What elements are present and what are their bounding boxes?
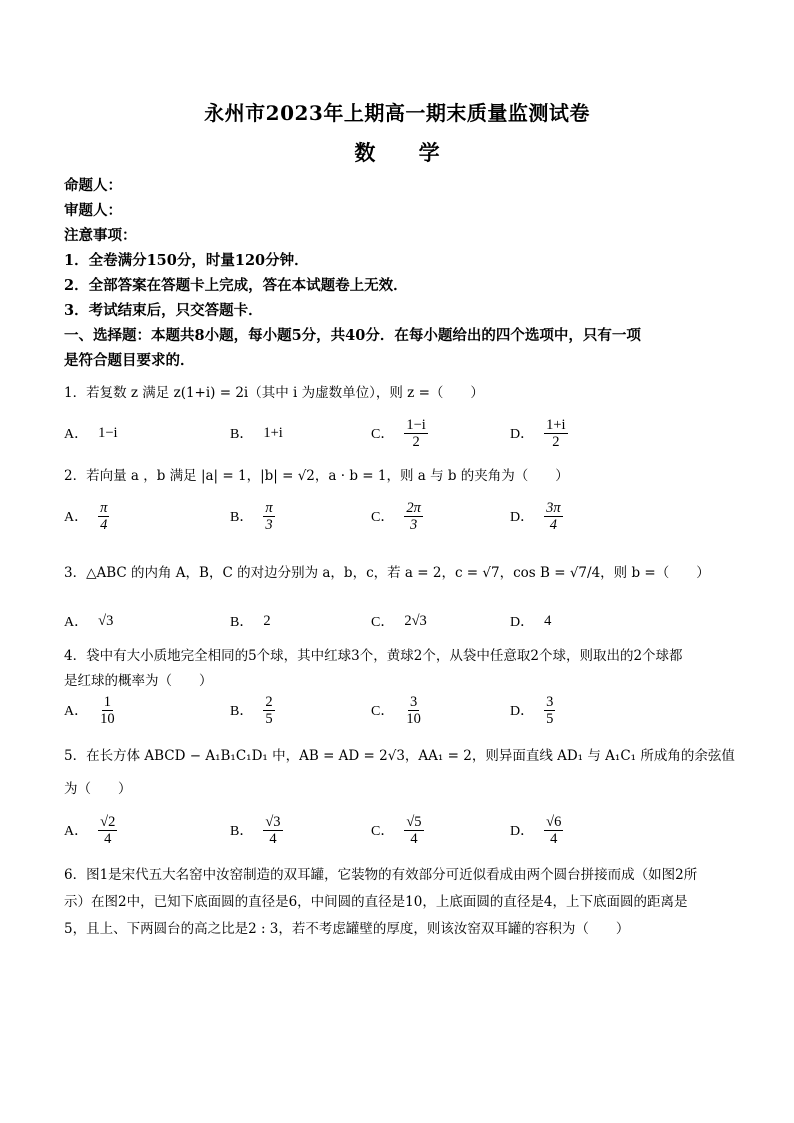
option-d[interactable] [510,413,568,453]
section-heading: 一、选择题：本题共8小题，每小题5分，共40分．在每小题给出的四个选项中，只有一项 [64,327,641,344]
option-fraction [263,694,274,727]
option-label: C． [371,704,395,719]
numerator: π [100,499,108,516]
numerator: √6 [546,813,562,830]
option-label: A． [64,824,89,839]
denominator: 4 [104,830,112,847]
option-label: A． [64,615,89,630]
denominator: 2 [552,433,560,450]
option-fraction [544,694,555,727]
option-c[interactable] [371,690,423,730]
option-label: C． [371,615,395,630]
option-value: 4 [544,612,552,629]
question-6-stem: 6．图1是宋代五大名窑中汝窑制造的双耳罐，它装物的有效部分可近似看成由两个圆台拼接而成（如图2所 [64,867,698,883]
option-fraction [404,814,423,847]
question-4-stem: 4．袋中有大小质地完全相同的5个球，其中红球3个，黄球2个，从袋中任意取2个球，则取出的2个球都 [64,648,683,664]
option-b[interactable] [230,810,283,850]
option-label: C． [371,824,395,839]
option-fraction [544,500,563,533]
notes-title: 注意事项： [64,227,137,244]
note-item: 2．全部答案在答题卡上完成，答在本试题卷上无效． [64,277,408,294]
option-label: D． [510,510,535,525]
option-value: 2 [263,612,271,629]
option-label: B． [230,510,254,525]
numerator: 1−i [406,416,426,433]
numerator: 2 [265,693,273,710]
option-fraction [98,694,117,727]
option-value: √3 [98,612,114,629]
option-a[interactable] [64,496,109,536]
denominator: 5 [546,710,554,727]
denominator: 3 [409,516,418,533]
exam-title: 永州市2023年上期高一期末质量监测试卷 [204,101,590,125]
denominator: 4 [100,516,108,533]
denominator: 4 [269,830,277,847]
denominator: 4 [410,830,418,847]
option-fraction [98,814,117,847]
option-fraction [544,814,563,847]
option-fraction [404,694,423,727]
question-5-options [64,810,744,850]
option-value: 1+i [263,424,283,441]
option-label: A． [64,510,89,525]
question-4-options [64,690,744,730]
option-label: A． [64,427,89,442]
option-c[interactable] [371,601,427,641]
question-2-options [64,496,744,536]
question-1-options [64,413,744,453]
question-1-stem: 1．若复数 z 满足 z(1+i) = 2i（其中 i 为虚数单位），则 z =（ ） [64,385,484,401]
numerator: √3 [265,813,281,830]
option-label: B． [230,824,254,839]
numerator: 3 [546,693,554,710]
numerator: √5 [406,813,422,830]
option-d[interactable] [510,496,563,536]
option-fraction [404,500,423,533]
setter-label: 命题人： [64,177,122,194]
option-c[interactable] [371,413,428,453]
option-label: D． [510,427,535,442]
note-item: 3．考试结束后，只交答题卡． [64,302,263,319]
option-label: D． [510,704,535,719]
question-2-stem: 2．若向量 a ，b 满足 |a| = 1，|b| = √2，a · b = 1，则 a 与 b 的夹角为（ ） [64,468,569,484]
option-b[interactable] [230,413,283,453]
denominator: 4 [550,830,558,847]
option-value: 2√3 [404,612,427,629]
option-a[interactable] [64,810,117,850]
option-b[interactable] [230,690,275,730]
denominator: 5 [265,710,273,727]
numerator: 2π [406,499,421,516]
option-a[interactable] [64,413,118,453]
denominator: 3 [265,516,273,533]
option-label: C． [371,510,395,525]
question-5-stem: 5．在长方体 ABCD − A₁B₁C₁D₁ 中，AB = AD = 2√3，AA₁ = 2，则异面直线 AD₁ 与 A₁C₁ 所成角的余弦值 [64,748,735,764]
option-fraction [263,814,282,847]
option-b[interactable] [230,601,271,641]
numerator: 1+i [546,416,566,433]
option-c[interactable] [371,496,423,536]
denominator: 10 [406,710,421,727]
option-fraction [98,500,109,533]
numerator: 3π [546,499,561,516]
option-b[interactable] [230,496,275,536]
question-3-stem: 3．△ABC 的内角 A，B，C 的对边分别为 a，b，c，若 a = 2，c = √7，cos B = √7/4，则 b =（ ） [64,565,710,581]
option-label: B． [230,615,254,630]
option-label: D． [510,615,535,630]
question-6-stem-cont: 5，且上、下两圆台的高之比是2 : 3，若不考虑罐壁的厚度，则该汝窑双耳罐的容积为（ ） [64,921,630,937]
numerator: 1 [103,693,111,710]
option-value: 1−i [98,424,118,441]
option-fraction [404,417,427,450]
denominator: 2 [412,433,420,450]
option-label: D． [510,824,535,839]
option-label: B． [230,427,254,442]
section-heading-cont: 是符合题目要求的． [64,352,195,369]
option-d[interactable] [510,810,563,850]
subject-title: 数 学 [354,140,458,165]
question-3-options [64,601,744,641]
question-6-stem-cont: 示）在图2中，已知下底面圆的直径是6，中间圆的直径是10，上底面圆的直径是4，上下底面圆的距离是 [64,894,688,910]
question-4-stem-cont: 是红球的概率为（ ） [64,673,213,689]
note-item: 1．全卷满分150分，时量120分钟． [64,252,309,269]
option-label: B． [230,704,254,719]
option-c[interactable] [371,810,424,850]
option-label: A． [64,704,89,719]
numerator: π [265,499,273,516]
denominator: 10 [100,710,115,727]
option-label: C． [371,427,395,442]
reviewer-label: 审题人： [64,202,122,219]
option-a[interactable] [64,601,113,641]
numerator: √2 [100,813,116,830]
denominator: 4 [549,516,557,533]
option-fraction [544,417,567,450]
option-a[interactable] [64,690,117,730]
option-d[interactable] [510,601,551,641]
option-d[interactable] [510,690,555,730]
option-fraction [263,500,274,533]
numerator: 3 [409,693,418,710]
question-5-stem-cont: 为（ ） [64,781,132,797]
